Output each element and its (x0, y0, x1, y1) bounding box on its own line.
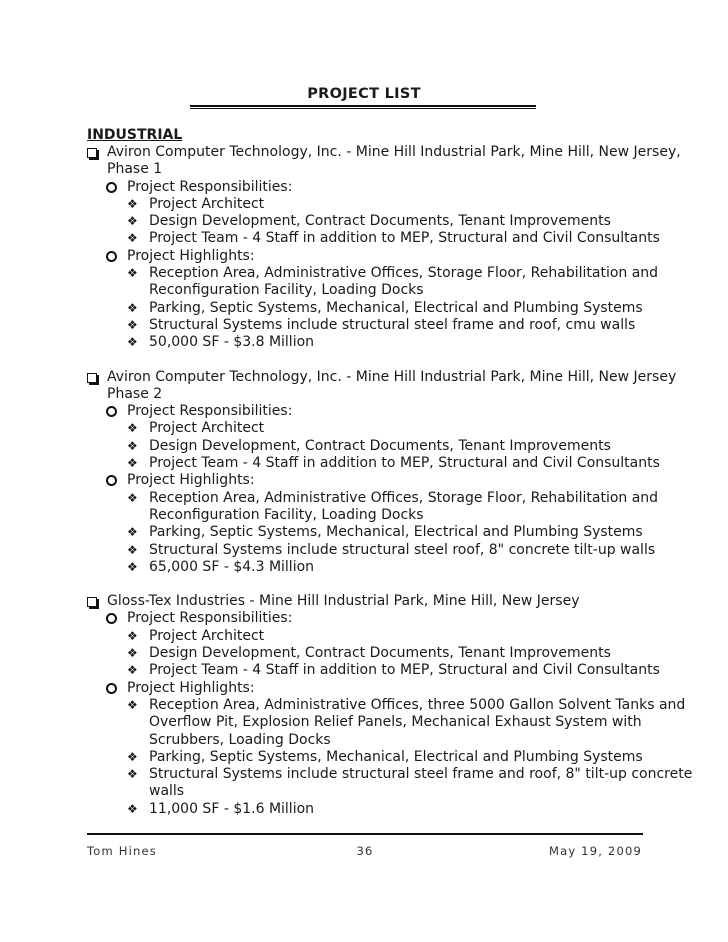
line-text: 11,000 SF - $1.6 Million (149, 800, 315, 817)
line-text: Project Highlights: (127, 247, 255, 264)
highlight-item (87, 300, 647, 317)
responsibility-item (87, 455, 660, 472)
responsibility-item (87, 645, 647, 662)
highlights-heading (87, 472, 647, 489)
line-text: Design Development, Contract Documents, Tenant Improvements (149, 213, 611, 230)
line-text: Project Highlights: (127, 679, 255, 696)
project-list-content (87, 127, 693, 818)
line-text: Project Team - 4 Staff in addition to MEP, Structural and Civil Consultants (149, 455, 660, 472)
diamond-star-bullet-icon: ❖ (127, 438, 138, 453)
responsibility-item (87, 213, 647, 230)
page-title: PROJECT LIST (307, 86, 421, 102)
project-name-line (87, 386, 647, 403)
line-text: 50,000 SF - $3.8 Million (149, 334, 315, 351)
footer-page-number: 36 (356, 844, 374, 858)
line-text: Project Responsibilities: (127, 178, 293, 195)
line-text: Parking, Septic Systems, Mechanical, Electrical and Plumbing Systems (149, 524, 643, 541)
line-text: Design Development, Contract Documents, Tenant Improvements (149, 437, 611, 454)
diamond-star-bullet-icon: ❖ (127, 749, 138, 764)
highlight-item (87, 801, 647, 818)
line-text: 65,000 SF - $4.3 Million (149, 558, 315, 575)
diamond-star-bullet-icon: ❖ (127, 421, 138, 436)
responsibility-item (87, 230, 660, 247)
line-text: Design Development, Contract Documents, Tenant Improvements (149, 645, 611, 662)
project-name-line (87, 593, 647, 610)
line-text: Structural Systems include structural steel frame and roof, 8" tilt-up concrete (149, 766, 693, 783)
highlight-item (87, 749, 647, 766)
diamond-star-bullet-icon: ❖ (127, 663, 138, 678)
highlights-heading (87, 248, 647, 265)
responsibilities-heading (87, 179, 647, 196)
line-text: Project Architect (149, 195, 265, 212)
responsibility-item (87, 438, 647, 455)
diamond-star-bullet-icon: ❖ (127, 559, 138, 574)
diamond-star-bullet-icon: ❖ (127, 542, 138, 557)
line-text: Overflow Pit, Explosion Relief Panels, Mechanical Exhaust System with (149, 714, 642, 731)
line-text: Project Architect (149, 627, 265, 644)
highlight-item (87, 317, 647, 334)
line-text: Aviron Computer Technology, Inc. - Mine Hill Industrial Park, Mine Hill, New Jersey, (107, 144, 681, 160)
diamond-star-bullet-icon: ❖ (127, 317, 138, 332)
project-name-line (87, 368, 677, 386)
line-text: Project Team - 4 Staff in addition to MEP, Structural and Civil Consultants (149, 230, 660, 247)
line-text: Phase 1 (107, 161, 163, 178)
diamond-star-bullet-icon: ❖ (127, 300, 138, 315)
line-text: Scrubbers, Loading Docks (149, 731, 331, 748)
line-text: Project Team - 4 Staff in addition to MEP, Structural and Civil Consultants (149, 662, 660, 679)
line-text: Reception Area, Administrative Offices, Storage Floor, Rehabilitation and (149, 265, 659, 282)
diamond-star-bullet-icon: ❖ (127, 646, 138, 661)
highlight-item (87, 282, 647, 299)
line-text: Project Responsibilities: (127, 610, 293, 627)
diamond-star-bullet-icon: ❖ (127, 801, 138, 816)
line-text: walls (149, 783, 185, 800)
line-text: Reception Area, Administrative Offices, Storage Floor, Rehabilitation and (149, 489, 659, 506)
highlights-heading (87, 680, 647, 697)
line-text: Parking, Septic Systems, Mechanical, Electrical and Plumbing Systems (149, 299, 643, 316)
diamond-star-bullet-icon: ❖ (127, 231, 138, 246)
line-text: Project Responsibilities: (127, 403, 293, 420)
project-entry (87, 593, 693, 818)
diamond-star-bullet-icon: ❖ (127, 335, 138, 350)
line-text: Reconfiguration Facility, Loading Docks (149, 506, 424, 523)
project-name-line (87, 144, 681, 161)
footer-rule (87, 833, 643, 835)
diamond-star-bullet-icon: ❖ (127, 196, 138, 211)
line-text: Project Architect (149, 420, 265, 437)
highlight-item (87, 696, 686, 714)
project-list (87, 144, 693, 818)
line-text: Structural Systems include structural steel frame and roof, cmu walls (149, 316, 636, 333)
project-name-line (87, 161, 647, 178)
responsibility-item (87, 196, 647, 213)
line-text: Parking, Septic Systems, Mechanical, Electrical and Plumbing Systems (149, 748, 643, 765)
responsibility-item (87, 420, 647, 437)
line-text: Project Highlights: (127, 472, 255, 489)
hollow-circle-bullet-icon (106, 182, 117, 193)
highlight-item (87, 265, 659, 282)
highlight-item (87, 507, 647, 524)
hollow-square-bullet-icon (87, 373, 97, 383)
diamond-star-bullet-icon: ❖ (127, 456, 138, 471)
section-heading-industrial: INDUSTRIAL (87, 127, 183, 143)
highlight-item (87, 714, 647, 731)
hollow-square-bullet-icon (87, 148, 97, 158)
highlight-item (87, 541, 656, 559)
line-text: Aviron Computer Technology, Inc. - Mine Hill Industrial Park, Mine Hill, New Jersey (107, 368, 677, 385)
hollow-circle-bullet-icon (106, 251, 117, 262)
diamond-star-bullet-icon: ❖ (127, 697, 138, 712)
responsibilities-heading (87, 403, 647, 420)
hollow-circle-bullet-icon (106, 613, 117, 624)
footer-author: Tom Hines (87, 844, 157, 858)
line-text: Structural Systems include structural steel roof, 8" concrete tilt-up walls (149, 541, 656, 558)
highlight-item (87, 559, 647, 576)
responsibilities-heading (87, 610, 647, 627)
project-entry (87, 368, 677, 577)
highlight-item (87, 783, 647, 800)
line-text: Reception Area, Administrative Offices, three 5000 Gallon Solvent Tanks and (149, 696, 686, 713)
hollow-circle-bullet-icon (106, 475, 117, 486)
highlight-item (87, 732, 647, 749)
hollow-circle-bullet-icon (106, 406, 117, 417)
title-underline-rule (190, 105, 536, 109)
diamond-star-bullet-icon: ❖ (127, 628, 138, 643)
responsibility-item (87, 628, 647, 645)
highlight-item (87, 524, 647, 541)
line-text: Gloss-Tex Industries - Mine Hill Industrial Park, Mine Hill, New Jersey (107, 593, 580, 610)
diamond-star-bullet-icon: ❖ (127, 266, 138, 281)
line-text: Reconfiguration Facility, Loading Docks (149, 282, 424, 299)
diamond-star-bullet-icon: ❖ (127, 490, 138, 505)
diamond-star-bullet-icon: ❖ (127, 767, 138, 782)
footer-date: May 19, 2009 (548, 844, 642, 858)
project-entry (87, 144, 681, 352)
diamond-star-bullet-icon: ❖ (127, 525, 138, 540)
hollow-circle-bullet-icon (106, 683, 117, 694)
diamond-star-bullet-icon: ❖ (127, 214, 138, 229)
highlight-item (87, 334, 647, 351)
line-text: Phase 2 (107, 385, 163, 402)
highlight-item (87, 489, 659, 507)
highlight-item (87, 766, 693, 783)
hollow-square-bullet-icon (87, 597, 97, 607)
responsibility-item (87, 662, 660, 679)
